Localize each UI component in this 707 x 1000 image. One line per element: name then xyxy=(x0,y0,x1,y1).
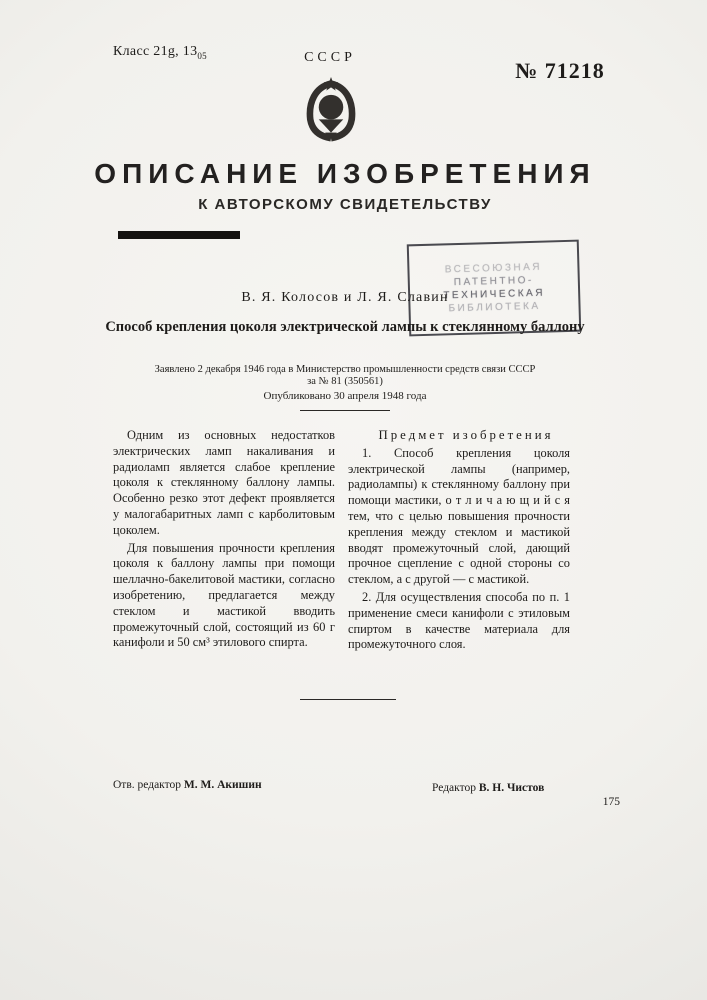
footer-responsible-editor xyxy=(113,779,262,791)
ussr-coat-of-arms-icon xyxy=(302,76,360,142)
country-label: СССР xyxy=(304,50,356,65)
footer-editor xyxy=(432,782,544,794)
stamp-line: ПАТЕНТНО- xyxy=(453,274,534,289)
stamp-line: ТЕХНИЧЕСКАЯ xyxy=(443,287,546,302)
document-number: № 71218 xyxy=(515,58,605,83)
page-number: 175 xyxy=(602,796,620,808)
footer-right-label: Редактор xyxy=(432,782,476,794)
stamp-line: БИБЛИОТЕКА xyxy=(448,300,541,315)
claim-2: 2. Для осуществления способа по п. 1 применение смеси канифоли с этиловым спиртом в качестве материала для промежуточного слоя. xyxy=(348,589,570,652)
claim-1: 1. Способ крепления цоколя электрической лампы (например, радиолампы) к стеклянному баллону при помощи мастики, о т л и ч а ю щ и й с я тем, что с целью повышения прочности крепления между стеклом и мастикой вводят промежуточный слой, дающий прочное сцепление с одной стороны со стеклом, а с другой — с мастикой. xyxy=(348,445,570,587)
left-paragraph-1: Одним из основных недостатков электрических ламп накаливания и радиоламп является слабое крепление цоколя к стеклянному баллону лампы. Особенно резко этот дефект проявляется у малогабаритных ламп с карболитовым цоколем. xyxy=(113,428,335,537)
class-label-index: 05 xyxy=(197,50,207,61)
footer-right-name: В. Н. Чистов xyxy=(478,782,545,794)
body-right-column xyxy=(348,428,570,655)
footer-left-name: М. М. Акишин xyxy=(183,779,262,791)
page-title: ОПИСАНИЕ ИЗОБРЕТЕНИЯ xyxy=(94,158,596,189)
divider-rule-top xyxy=(300,410,390,411)
left-paragraph-2: Для повышения прочности крепления цоколя к баллону лампы при помощи шеллачно-бакелитовой мастики, согласно изобретению, предлагается между стеклом и мастикой вводить промежуточный слой, состоящий из 60 г канифоли и 50 см³ этилового спирта. xyxy=(113,540,335,650)
filing-line-1: Заявлено 2 декабря 1946 года в Министерство промышленности средств связи СССР xyxy=(154,364,536,375)
stamp-line: ВСЕСОЮЗНАЯ xyxy=(444,261,543,276)
footer-left-label: Отв. редактор xyxy=(113,779,181,791)
ink-bar-artifact xyxy=(118,231,240,239)
claims-heading: Предмет изобретения xyxy=(378,428,554,442)
page-subtitle: К АВТОРСКОМУ СВИДЕТЕЛЬСТВУ xyxy=(198,196,492,213)
class-label-text: Класс 21g, 13 xyxy=(113,44,198,59)
invention-title: Способ крепления цоколя электрической лампы к стеклянному баллону xyxy=(105,319,585,335)
divider-rule-middle xyxy=(300,699,396,700)
body-left-column xyxy=(113,428,335,653)
filing-line-2: за № 81 (350561) xyxy=(307,376,383,387)
published-line: Опубликовано 30 апреля 1948 года xyxy=(263,390,427,402)
authors-line: В. Я. Колосов и Л. Я. Славин xyxy=(241,290,449,305)
